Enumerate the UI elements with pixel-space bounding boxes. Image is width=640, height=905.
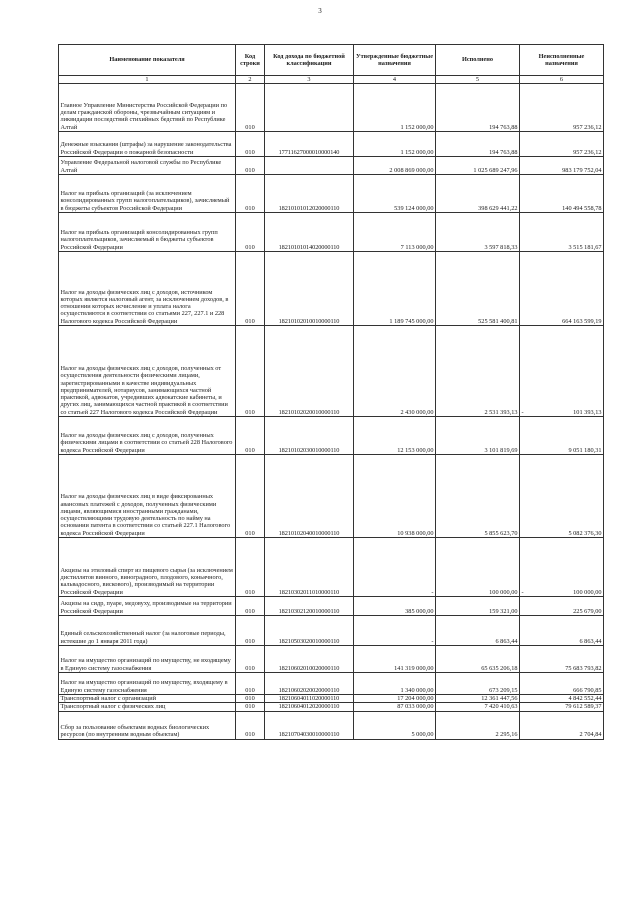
unexecuted-cell <box>520 538 604 597</box>
income-code: 18210102020010000110 <box>265 326 354 417</box>
approved-amount: 87 033 000,00 <box>354 703 436 711</box>
approved-amount: - <box>354 616 436 646</box>
income-code: 18210102010010000110 <box>265 252 354 326</box>
page-number: 3 <box>318 7 322 15</box>
approved-amount: 1 152 000,00 <box>354 84 436 132</box>
unexecuted-amount: 101 393,13 <box>573 408 602 416</box>
income-code: 18210602020020000110 <box>265 673 354 695</box>
line-code: 010 <box>236 213 265 252</box>
approved-amount: 10 938 000,00 <box>354 455 436 538</box>
unexecuted-amount: 957 236,12 <box>573 148 602 156</box>
table-row <box>59 616 604 646</box>
line-code: 010 <box>236 455 265 538</box>
line-code: 010 <box>236 132 265 157</box>
table-row <box>59 213 604 252</box>
income-code: 18210302120010000110 <box>265 597 354 616</box>
executed-amount: 65 635 206,18 <box>436 646 520 673</box>
unexecuted-cell <box>520 213 604 252</box>
table-row <box>59 597 604 616</box>
indicator-name: Акцизы на сидр, пуаре, медовуху, производимые на территории Российской Федерации <box>59 597 236 616</box>
table-row <box>59 417 604 455</box>
income-code: 18210101012020000110 <box>265 175 354 213</box>
unexecuted-amount: 3 515 181,67 <box>568 243 602 251</box>
indicator-name: Налог на прибыль организаций (за исключением консолидированных групп налогоплательщиков), зачисляемый в бюджеты субъектов Российской Федерации <box>59 175 236 213</box>
indicator-name: Единый сельскохозяйственный налог (за налоговые периоды, истекшие до 1 января 2011 года) <box>59 616 236 646</box>
income-code: 18210101014020000110 <box>265 213 354 252</box>
approved-amount: 7 113 000,00 <box>354 213 436 252</box>
unexecuted-cell <box>520 84 604 132</box>
executed-amount: 6 863,44 <box>436 616 520 646</box>
indicator-name: Акцизы на этиловый спирт из пищевого сырья (за исключением дистиллятов винного, виноградного, плодового, коньячного, кальвадосного, вискового), производимый на территории Российской Федерации <box>59 538 236 597</box>
approved-amount: 12 153 000,00 <box>354 417 436 455</box>
line-code: 010 <box>236 597 265 616</box>
income-code: 18210302011010000110 <box>265 538 354 597</box>
unexecuted-amount: 666 790,85 <box>573 686 602 694</box>
table-row <box>59 326 604 417</box>
approved-amount: 141 319 000,00 <box>354 646 436 673</box>
unexecuted-amount: 9 051 180,31 <box>568 446 602 454</box>
line-code: 010 <box>236 326 265 417</box>
unexecuted-cell <box>520 695 604 703</box>
approved-amount: 1 340 000,00 <box>354 673 436 695</box>
unexecuted-amount: 4 842 552,44 <box>568 695 602 702</box>
unexecuted-cell <box>520 616 604 646</box>
approved-amount: 2 430 000,00 <box>354 326 436 417</box>
column-number: 5 <box>436 76 520 84</box>
unexecuted-amount: 983 179 752,04 <box>562 166 602 174</box>
unexecuted-amount: 5 082 376,30 <box>568 529 602 537</box>
unexecuted-amount: 957 236,12 <box>573 123 602 131</box>
line-code: 010 <box>236 538 265 597</box>
executed-amount: 5 855 623,70 <box>436 455 520 538</box>
approved-amount: 539 124 000,00 <box>354 175 436 213</box>
indicator-name: Транспортный налог с организаций <box>59 695 236 703</box>
unexecuted-cell <box>520 455 604 538</box>
column-number: 4 <box>354 76 436 84</box>
indicator-name: Сбор за пользование объектами водных биологических ресурсов (по внутренним водным объектам) <box>59 711 236 739</box>
unexecuted-cell <box>520 326 604 417</box>
line-code: 010 <box>236 157 265 175</box>
indicator-name: Налог на имущество организаций по имуществу, не входящему в Единую систему газоснабжения <box>59 646 236 673</box>
unexecuted-cell <box>520 703 604 711</box>
executed-amount: 2 531 393,13 <box>436 326 520 417</box>
unexecuted-amount: 79 612 589,37 <box>565 703 602 711</box>
negative-sign: - <box>521 408 524 416</box>
income-code <box>265 157 354 175</box>
executed-amount: 3 597 818,33 <box>436 213 520 252</box>
line-code: 010 <box>236 417 265 455</box>
line-code: 010 <box>236 673 265 695</box>
unexecuted-cell <box>520 157 604 175</box>
column-header-line-code: Код строки <box>236 45 265 76</box>
unexecuted-cell <box>520 597 604 616</box>
executed-amount: 673 209,15 <box>436 673 520 695</box>
indicator-name: Налог на доходы физических лиц с доходов, источником которых является налоговый агент, за исключением доходов, в отношении которых исчисление и уплата налога осуществляются в соответствии со статьями 227, 227.1 и 228 Налогового кодекса Российской Федерации <box>59 252 236 326</box>
approved-amount: - <box>354 538 436 597</box>
table-row <box>59 175 604 213</box>
executed-amount: 194 763,88 <box>436 132 520 157</box>
executed-amount: 398 629 441,22 <box>436 175 520 213</box>
line-code: 010 <box>236 252 265 326</box>
unexecuted-amount: 140 494 558,78 <box>562 204 602 212</box>
indicator-name: Налог на прибыль организаций консолидированных групп налогоплательщиков, зачисляемый в бюджеты субъектов Российской Федерации <box>59 213 236 252</box>
executed-amount: 100 000,00 <box>436 538 520 597</box>
unexecuted-cell <box>520 252 604 326</box>
line-code: 010 <box>236 646 265 673</box>
approved-amount: 17 204 000,00 <box>354 695 436 703</box>
column-header-approved: Утвержденные бюджетные назначения <box>354 45 436 76</box>
line-code: 010 <box>236 695 265 703</box>
line-code: 010 <box>236 703 265 711</box>
column-number: 2 <box>236 76 265 84</box>
unexecuted-amount: 2 704,84 <box>579 731 602 739</box>
approved-amount: 5 000,00 <box>354 711 436 739</box>
approved-amount: 385 000,00 <box>354 597 436 616</box>
unexecuted-amount: 100 000,00 <box>573 588 602 596</box>
unexecuted-cell <box>520 646 604 673</box>
indicator-name: Налог на доходы физических лиц в виде фиксированных авансовых платежей с доходов, полученных физическими лицами, являющимися иностранными гражданами, осуществляющими трудовую деятельность по найму на основании патента в соответствии со статьей 227.1 Налогового кодекса Российской Федерации <box>59 455 236 538</box>
line-code: 010 <box>236 175 265 213</box>
income-code: 18210503020010000110 <box>265 616 354 646</box>
unexecuted-cell <box>520 417 604 455</box>
income-code: 18210102030010000110 <box>265 417 354 455</box>
column-number: 3 <box>265 76 354 84</box>
approved-amount: 1 152 000,00 <box>354 132 436 157</box>
executed-amount: 194 763,88 <box>436 84 520 132</box>
table-row <box>59 646 604 673</box>
indicator-name: Налог на доходы физических лиц с доходов, полученных от осуществления деятельности физическими лицами, зарегистрированными в качестве индивидуальных предпринимателей, нотариусов, занимающихся частной практикой, адвокатов, учредивших адвокатские кабинеты, и других лиц, занимающихся частной практикой в соответствии со статьей 227 Налогового кодекса Российской Федерации <box>59 326 236 417</box>
indicator-name: Налог на доходы физических лиц с доходов, полученных физическими лицами в соответствии со статьей 228 Налогового кодекса Российской Федерации <box>59 417 236 455</box>
table-row <box>59 673 604 695</box>
column-header-unexecuted: Неисполненные назначения <box>520 45 604 76</box>
income-code: 18210704030010000110 <box>265 711 354 739</box>
table-body <box>59 84 604 740</box>
table-row <box>59 695 604 703</box>
indicator-name: Налог на имущество организаций по имуществу, входящему в Единую систему газоснабжения <box>59 673 236 695</box>
indicator-name: Управление Федеральной налоговой службы по Республике Алтай <box>59 157 236 175</box>
negative-sign: - <box>521 588 524 596</box>
column-number: 6 <box>520 76 604 84</box>
unexecuted-amount: 664 163 599,19 <box>562 317 602 325</box>
unexecuted-amount: 75 683 793,82 <box>565 664 602 672</box>
table-row <box>59 703 604 711</box>
executed-amount: 1 025 689 247,96 <box>436 157 520 175</box>
executed-amount: 2 295,16 <box>436 711 520 739</box>
table-row <box>59 711 604 739</box>
approved-amount: 2 008 869 000,00 <box>354 157 436 175</box>
line-code: 010 <box>236 711 265 739</box>
table-row <box>59 252 604 326</box>
executed-amount: 7 420 410,63 <box>436 703 520 711</box>
income-code <box>265 84 354 132</box>
unexecuted-amount: 6 863,44 <box>579 637 602 645</box>
income-code: 18210602010020000110 <box>265 646 354 673</box>
approved-amount: 1 189 745 000,00 <box>354 252 436 326</box>
column-header-name: Наименование показателя <box>59 45 236 76</box>
table-row <box>59 157 604 175</box>
unexecuted-cell <box>520 132 604 157</box>
indicator-name: Транспортный налог с физических лиц <box>59 703 236 711</box>
revenue-execution-table <box>58 44 604 740</box>
column-header-income-code: Код дохода по бюджетной классификации <box>265 45 354 76</box>
unexecuted-cell <box>520 175 604 213</box>
income-code: 18210604011020000110 <box>265 695 354 703</box>
executed-amount: 12 361 447,56 <box>436 695 520 703</box>
indicator-name: Главное Управление Министерства Российской Федерации по делам гражданской обороны, чрезвычайным ситуациям и ликвидации последствий стихийных бедствий по Республике Алтай <box>59 84 236 132</box>
line-code: 010 <box>236 84 265 132</box>
income-code: 18210102040010000110 <box>265 455 354 538</box>
column-number: 1 <box>59 76 236 84</box>
income-code: 17711627000010000140 <box>265 132 354 157</box>
executed-amount: 525 581 400,81 <box>436 252 520 326</box>
table-row <box>59 84 604 132</box>
table-row <box>59 132 604 157</box>
line-code: 010 <box>236 616 265 646</box>
table-row <box>59 455 604 538</box>
table-header-row <box>59 45 604 76</box>
indicator-name: Денежные взыскания (штрафы) за нарушение законодательства Российской Федерации о пожарной безопасности <box>59 132 236 157</box>
unexecuted-cell <box>520 711 604 739</box>
table-row <box>59 538 604 597</box>
column-number-row <box>59 76 604 84</box>
income-code: 18210604012020000110 <box>265 703 354 711</box>
unexecuted-cell <box>520 673 604 695</box>
column-header-executed: Исполнено <box>436 45 520 76</box>
unexecuted-amount: 225 679,00 <box>573 607 602 615</box>
executed-amount: 3 101 819,69 <box>436 417 520 455</box>
executed-amount: 159 321,00 <box>436 597 520 616</box>
